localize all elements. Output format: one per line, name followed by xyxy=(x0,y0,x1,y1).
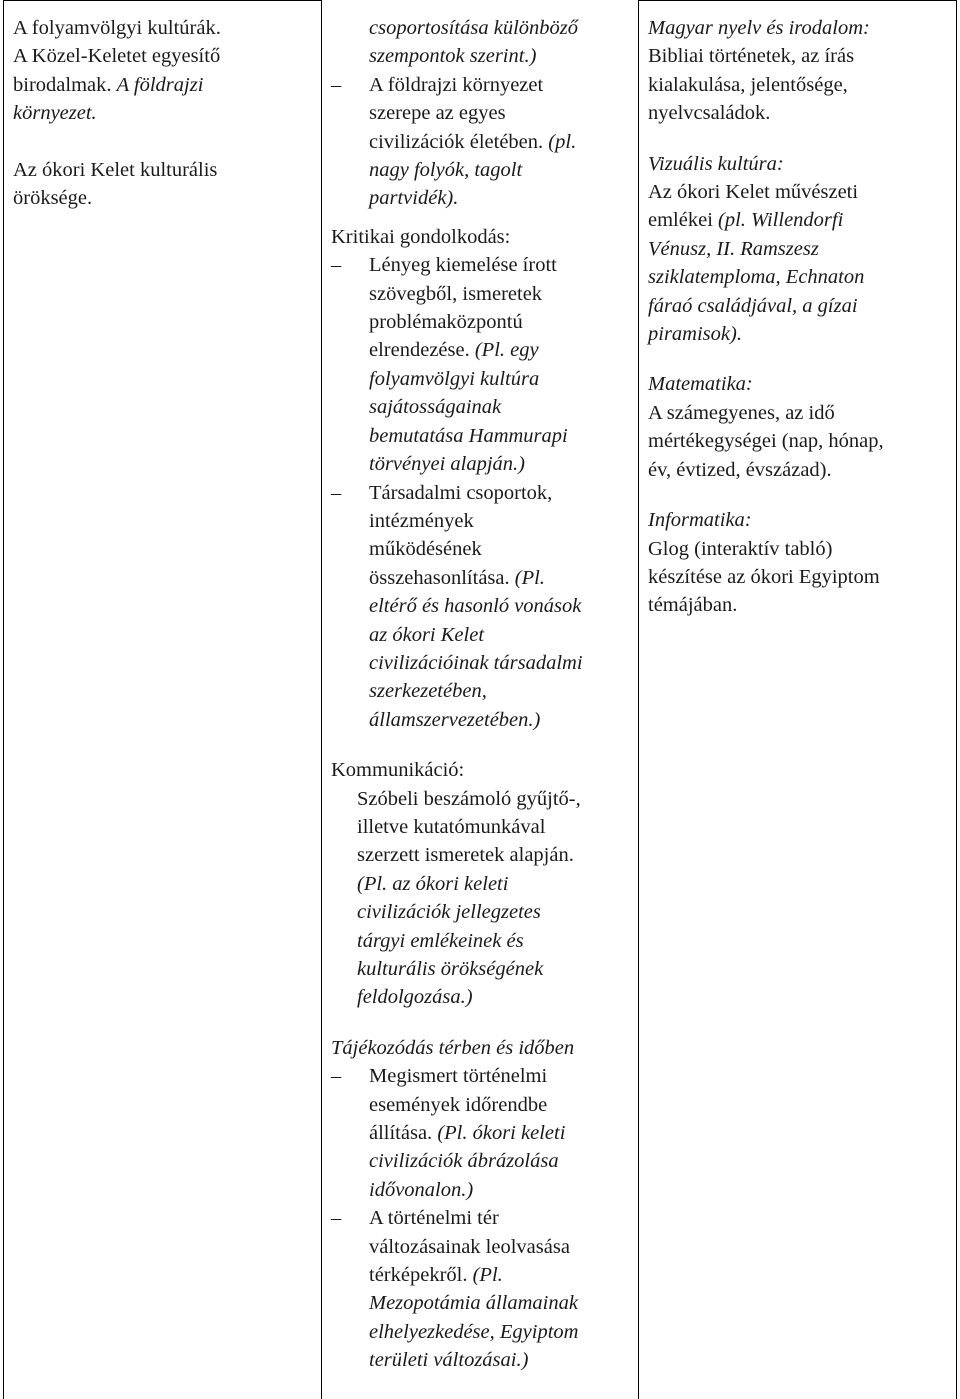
bullet-item xyxy=(331,479,631,735)
topic-text-italic: A földrajzi xyxy=(116,73,204,96)
bullet-line: Társadalmi csoportok, xyxy=(369,481,553,504)
topic-line: A Közel-Keletet egyesítő xyxy=(13,45,221,68)
bullet-line: működésének xyxy=(369,538,482,561)
bullet-line: civilizációk ábrázolása xyxy=(369,1150,559,1173)
connection-line: emlékei (pl. Willendorfi xyxy=(648,209,844,232)
dash-bullet-icon: – xyxy=(331,1207,342,1230)
connection-line: Az ókori Kelet művészeti xyxy=(648,181,859,204)
bullet-item xyxy=(331,1062,631,1204)
dash-bullet-icon: – xyxy=(331,73,342,96)
connection-line: Vénusz, II. Ramszesz xyxy=(648,237,819,260)
connection-line: fáraó családjával, a gízai xyxy=(648,294,858,317)
continued-line: csoportosítása különböző xyxy=(369,17,578,39)
bullet-line: intézmények xyxy=(369,509,474,532)
connection-line: nyelvcsaládok. xyxy=(648,102,771,125)
bullet-line: összehasonlítása. (Pl. xyxy=(369,566,545,589)
bullet-line: A földrajzi környezet xyxy=(369,73,544,96)
topic-line: környezet. xyxy=(13,102,97,125)
bullet-line: A történelmi tér xyxy=(369,1207,499,1230)
paragraph-line: szerzett ismeretek alapján. xyxy=(357,844,574,867)
table-top-right xyxy=(638,0,956,1)
table-top-left xyxy=(3,0,321,1)
connection-line: Bibliai történetek, az írás xyxy=(648,45,855,68)
bullet-line: elrendezése. (Pl. egy xyxy=(369,339,539,362)
paragraph-block xyxy=(331,785,631,1012)
bullet-line: az ókori Kelet xyxy=(369,623,485,646)
dash-bullet-icon: – xyxy=(331,1065,342,1088)
paragraph-line: tárgyi emlékeinek és xyxy=(357,929,524,952)
bullet-line: elhelyezkedése, Egyiptom xyxy=(369,1320,579,1343)
bullet-line: szövegből, ismeretek xyxy=(369,282,543,305)
connection-line: készítése az ókori Egyiptom xyxy=(648,565,880,588)
bullet-line: területi változásai.) xyxy=(369,1349,529,1372)
bullet-line: bemutatása Hammurapi xyxy=(369,424,568,447)
bullet-line: események időrendbe xyxy=(369,1093,548,1116)
skills-column xyxy=(331,14,631,1375)
bullet-line: államszervezetében.) xyxy=(369,708,541,731)
bullet-item xyxy=(331,71,631,213)
bullet-line: nagy folyók, tagolt xyxy=(369,159,523,182)
paragraph-line: civilizációk jellegzetes xyxy=(357,901,541,924)
connection-line: kialakulása, jelentősége, xyxy=(648,73,848,96)
bullet-line: állítása. (Pl. ókori keleti xyxy=(369,1122,566,1145)
table-border-left xyxy=(3,0,4,1399)
continued-line: szempontok szerint.) xyxy=(369,45,537,68)
topic-line: öröksége. xyxy=(13,187,93,210)
bullet-item xyxy=(331,1204,631,1374)
topic-line xyxy=(13,71,313,99)
bullet-line: Lényeg kiemelése írott xyxy=(369,254,557,277)
topic-text: birodalmak. xyxy=(13,73,112,96)
connection-line: mértékegységei (nap, hónap, xyxy=(648,430,884,453)
paragraph-line: Szóbeli beszámoló gyűjtő-, xyxy=(357,787,581,810)
bullet-line: szerkezetében, xyxy=(369,680,487,703)
bullet-line: sajátosságainak xyxy=(369,396,502,419)
table-border-right xyxy=(956,0,957,1399)
bullet-line: civilizációk életében. (pl. xyxy=(369,130,577,153)
bullet-line: térképekről. (Pl. xyxy=(369,1264,503,1287)
paragraph-line: kulturális örökségének xyxy=(357,958,544,980)
bullet-line: civilizációinak társadalmi xyxy=(369,651,583,674)
connection-line: Glog (interaktív tabló) xyxy=(648,537,833,560)
connection-line: sziklatemploma, Echnaton xyxy=(648,266,865,289)
bullet-line: Megismert történelmi xyxy=(369,1065,548,1088)
connection-line: A számegyenes, az idő xyxy=(648,401,835,424)
section-heading: Kommunikáció: xyxy=(331,759,465,782)
table-divider-1 xyxy=(321,0,322,1399)
section-heading: Tájékozódás térben és időben xyxy=(331,1036,575,1059)
bullet-line: problémaközpontú xyxy=(369,311,523,334)
subject-heading: Magyar nyelv és irodalom: xyxy=(648,17,870,39)
bullet-line: szerepe az egyes xyxy=(369,102,506,125)
subject-heading: Informatika: xyxy=(648,509,752,532)
bullet-line: Mezopotámia államainak xyxy=(369,1292,578,1315)
section-heading: Kritikai gondolkodás: xyxy=(331,225,511,248)
connection-line: év, évtized, évszázad). xyxy=(648,458,832,481)
paragraph-line: (Pl. az ókori keleti xyxy=(357,872,509,895)
paragraph-line: feldolgozása.) xyxy=(357,986,473,1009)
dash-bullet-icon: – xyxy=(331,254,342,277)
bullet-line: eltérő és hasonló vonások xyxy=(369,595,582,618)
subject-heading: Vizuális kultúra: xyxy=(648,152,784,175)
bullet-line: partvidék). xyxy=(369,187,459,210)
topic-line: Az ókori Kelet kulturális xyxy=(13,158,218,181)
dash-bullet-icon: – xyxy=(331,481,342,504)
connections-column xyxy=(648,14,952,620)
connection-line: piramisok). xyxy=(648,323,742,346)
topic-line: A folyamvölgyi kultúrák. xyxy=(13,17,221,39)
bullet-line: idővonalon.) xyxy=(369,1178,474,1201)
bullet-item xyxy=(331,251,631,478)
bullet-line: változásainak leolvasása xyxy=(369,1235,570,1258)
bullet-line: törvényei alapján.) xyxy=(369,453,525,476)
bullet-line: folyamvölgyi kultúra xyxy=(369,367,540,390)
connection-line: témájában. xyxy=(648,594,738,617)
table-divider-2 xyxy=(638,0,639,1399)
topic-column xyxy=(13,14,313,212)
paragraph-line: illetve kutatómunkával xyxy=(357,815,546,838)
subject-heading: Matematika: xyxy=(648,373,753,396)
